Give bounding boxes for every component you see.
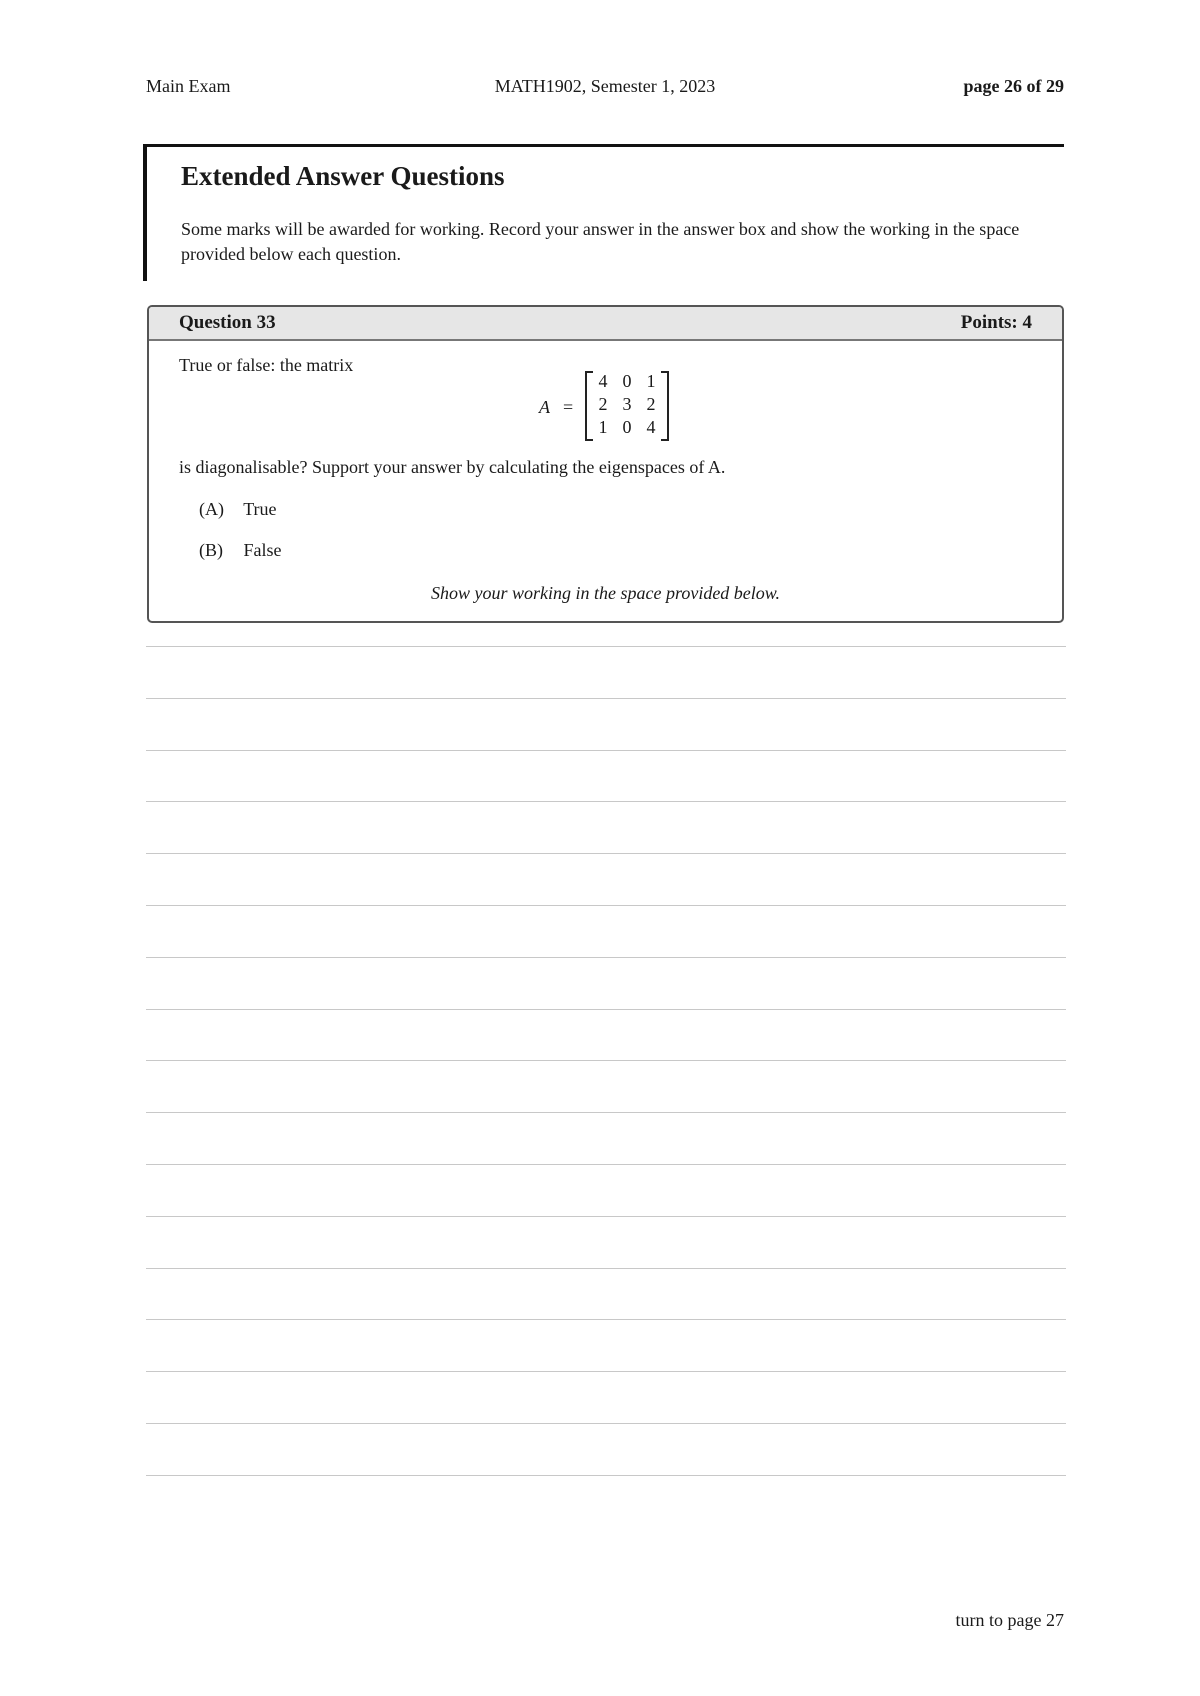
- page-number: page 26 of 29: [963, 76, 1064, 96]
- page-header: [146, 76, 1064, 100]
- question-header: [149, 307, 1062, 341]
- ruled-line: [146, 1060, 1066, 1061]
- ruled-line: [146, 1475, 1066, 1476]
- matrix-cell: 2: [646, 394, 656, 414]
- ruled-line: [146, 1268, 1066, 1269]
- matrix-row: [591, 371, 663, 393]
- answer-option-b[interactable]: [199, 540, 282, 561]
- footer-next-page: turn to page 27: [955, 1610, 1064, 1630]
- matrix-name: A: [539, 397, 550, 417]
- question-number: Question 33: [179, 312, 276, 333]
- ruled-line: [146, 801, 1066, 802]
- ruled-line: [146, 646, 1066, 647]
- ruled-line: [146, 1216, 1066, 1217]
- matrix: [585, 371, 669, 441]
- matrix-cell: 0: [622, 417, 632, 437]
- ruled-line: [146, 853, 1066, 854]
- ruled-line: [146, 1423, 1066, 1424]
- equals-sign: =: [563, 397, 574, 417]
- ruled-line: [146, 905, 1066, 906]
- question-followup: is diagonalisable? Support your answer by calculating the eigenspaces of A.: [179, 457, 726, 477]
- ruled-line: [146, 957, 1066, 958]
- ruled-line: [146, 1371, 1066, 1372]
- option-label: True: [243, 499, 277, 519]
- matrix-cell: 4: [598, 371, 608, 391]
- matrix-cell: 1: [598, 417, 608, 437]
- question-prompt: True or false: the matrix: [179, 355, 354, 375]
- exam-type: Main Exam: [146, 76, 231, 96]
- ruled-line: [146, 1164, 1066, 1165]
- option-letter: (B): [199, 540, 223, 560]
- matrix-cell: 1: [646, 371, 656, 391]
- question-box: [147, 305, 1064, 623]
- matrix-cell: 3: [622, 394, 632, 414]
- ruled-line: [146, 1009, 1066, 1010]
- option-label: False: [243, 540, 282, 560]
- ruled-line: [146, 1112, 1066, 1113]
- matrix-row: [591, 417, 663, 439]
- option-letter: (A): [199, 499, 224, 519]
- ruled-line: [146, 750, 1066, 751]
- question-points: Points: 4: [960, 312, 1032, 333]
- course-info: MATH1902, Semester 1, 2023: [494, 76, 716, 96]
- matrix-row: [591, 394, 663, 416]
- section-title: Extended Answer Questions: [181, 161, 505, 191]
- working-note: Show your working in the space provided below.: [431, 583, 780, 603]
- answer-option-a[interactable]: [199, 499, 277, 520]
- matrix-cell: 2: [598, 394, 608, 414]
- working-space[interactable]: [146, 646, 1066, 1476]
- ruled-line: [146, 698, 1066, 699]
- matrix-cell: 0: [622, 371, 632, 391]
- matrix-cell: 4: [646, 417, 656, 437]
- section-intro: [143, 144, 1064, 281]
- ruled-line: [146, 1319, 1066, 1320]
- section-instructions: Some marks will be awarded for working. Record your answer in the answer box and show the working in the space provided below each question.: [181, 219, 1020, 264]
